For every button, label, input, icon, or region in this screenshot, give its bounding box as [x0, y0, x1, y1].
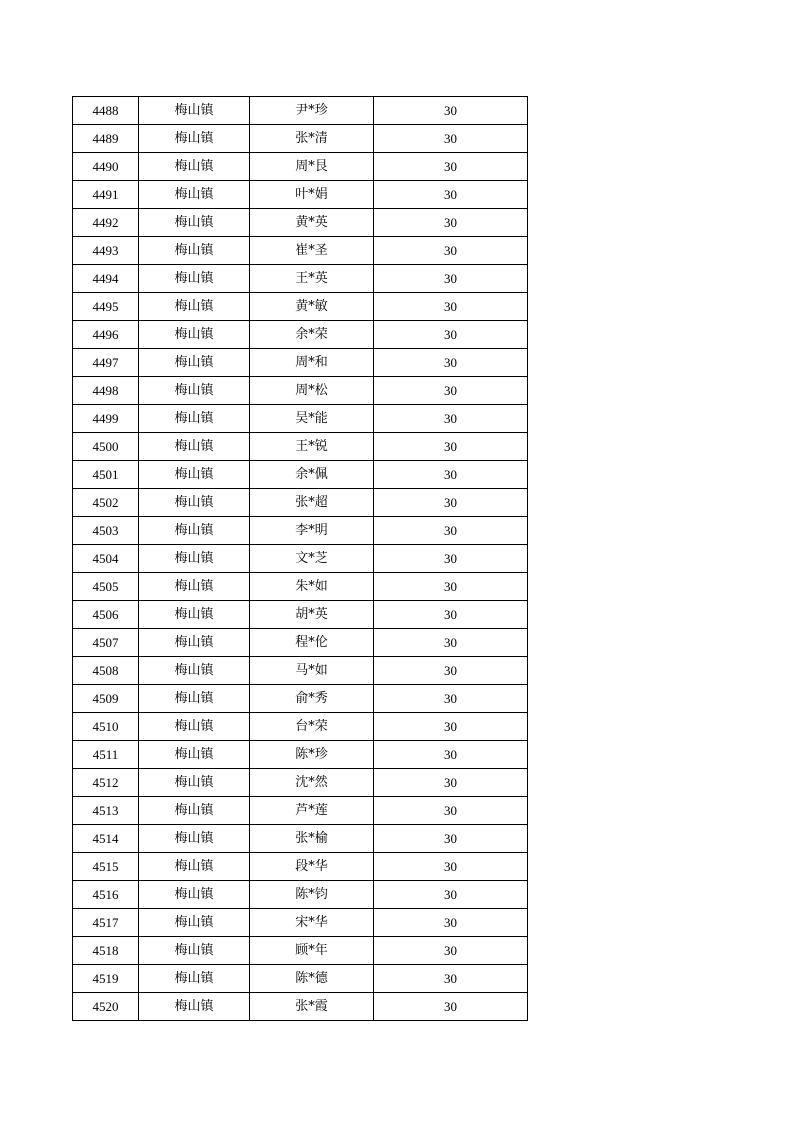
name-cell: 黄*英: [250, 209, 374, 237]
name-cell: 陈*钧: [250, 881, 374, 909]
amount-cell: 30: [374, 405, 528, 433]
row-number-cell: 4511: [73, 741, 139, 769]
row-number-cell: 4520: [73, 993, 139, 1021]
town-cell: 梅山镇: [139, 461, 250, 489]
table-row: [73, 741, 528, 769]
row-number-cell: 4515: [73, 853, 139, 881]
table-row: [73, 573, 528, 601]
row-number-cell: 4514: [73, 825, 139, 853]
town-cell: 梅山镇: [139, 517, 250, 545]
name-cell: 俞*秀: [250, 685, 374, 713]
amount-cell: 30: [374, 293, 528, 321]
table-row: [73, 713, 528, 741]
name-cell: 程*伦: [250, 629, 374, 657]
row-number-cell: 4497: [73, 349, 139, 377]
amount-cell: 30: [374, 545, 528, 573]
table-row: [73, 293, 528, 321]
town-cell: 梅山镇: [139, 545, 250, 573]
name-cell: 王*英: [250, 265, 374, 293]
name-cell: 叶*娟: [250, 181, 374, 209]
town-cell: 梅山镇: [139, 153, 250, 181]
amount-cell: 30: [374, 181, 528, 209]
table-row: [73, 517, 528, 545]
row-number-cell: 4491: [73, 181, 139, 209]
name-cell: 文*芝: [250, 545, 374, 573]
name-cell: 朱*如: [250, 573, 374, 601]
row-number-cell: 4500: [73, 433, 139, 461]
roster-table-body: [73, 97, 528, 1021]
town-cell: 梅山镇: [139, 937, 250, 965]
amount-cell: 30: [374, 153, 528, 181]
name-cell: 张*霞: [250, 993, 374, 1021]
name-cell: 马*如: [250, 657, 374, 685]
table-row: [73, 853, 528, 881]
name-cell: 李*明: [250, 517, 374, 545]
amount-cell: 30: [374, 629, 528, 657]
table-row: [73, 601, 528, 629]
town-cell: 梅山镇: [139, 601, 250, 629]
amount-cell: 30: [374, 937, 528, 965]
town-cell: 梅山镇: [139, 629, 250, 657]
row-number-cell: 4494: [73, 265, 139, 293]
town-cell: 梅山镇: [139, 97, 250, 125]
name-cell: 崔*圣: [250, 237, 374, 265]
town-cell: 梅山镇: [139, 321, 250, 349]
table-row: [73, 629, 528, 657]
name-cell: 王*锐: [250, 433, 374, 461]
row-number-cell: 4516: [73, 881, 139, 909]
row-number-cell: 4498: [73, 377, 139, 405]
table-row: [73, 993, 528, 1021]
row-number-cell: 4517: [73, 909, 139, 937]
town-cell: 梅山镇: [139, 965, 250, 993]
row-number-cell: 4506: [73, 601, 139, 629]
amount-cell: 30: [374, 797, 528, 825]
table-row: [73, 265, 528, 293]
amount-cell: 30: [374, 237, 528, 265]
town-cell: 梅山镇: [139, 125, 250, 153]
row-number-cell: 4507: [73, 629, 139, 657]
amount-cell: 30: [374, 517, 528, 545]
name-cell: 吴*能: [250, 405, 374, 433]
row-number-cell: 4519: [73, 965, 139, 993]
town-cell: 梅山镇: [139, 741, 250, 769]
table-row: [73, 181, 528, 209]
row-number-cell: 4489: [73, 125, 139, 153]
town-cell: 梅山镇: [139, 657, 250, 685]
row-number-cell: 4513: [73, 797, 139, 825]
table-row: [73, 209, 528, 237]
town-cell: 梅山镇: [139, 713, 250, 741]
amount-cell: 30: [374, 685, 528, 713]
town-cell: 梅山镇: [139, 881, 250, 909]
name-cell: 顾*年: [250, 937, 374, 965]
table-row: [73, 321, 528, 349]
town-cell: 梅山镇: [139, 433, 250, 461]
amount-cell: 30: [374, 713, 528, 741]
table-row: [73, 237, 528, 265]
amount-cell: 30: [374, 601, 528, 629]
amount-cell: 30: [374, 265, 528, 293]
town-cell: 梅山镇: [139, 265, 250, 293]
row-number-cell: 4488: [73, 97, 139, 125]
row-number-cell: 4505: [73, 573, 139, 601]
name-cell: 宋*华: [250, 909, 374, 937]
town-cell: 梅山镇: [139, 293, 250, 321]
table-row: [73, 881, 528, 909]
town-cell: 梅山镇: [139, 181, 250, 209]
amount-cell: 30: [374, 489, 528, 517]
amount-cell: 30: [374, 825, 528, 853]
table-row: [73, 937, 528, 965]
town-cell: 梅山镇: [139, 769, 250, 797]
row-number-cell: 4509: [73, 685, 139, 713]
name-cell: 张*清: [250, 125, 374, 153]
name-cell: 胡*英: [250, 601, 374, 629]
name-cell: 余*佩: [250, 461, 374, 489]
name-cell: 芦*莲: [250, 797, 374, 825]
amount-cell: 30: [374, 965, 528, 993]
amount-cell: 30: [374, 769, 528, 797]
town-cell: 梅山镇: [139, 909, 250, 937]
table-row: [73, 825, 528, 853]
name-cell: 尹*珍: [250, 97, 374, 125]
table-row: [73, 685, 528, 713]
name-cell: 台*荣: [250, 713, 374, 741]
table-row: [73, 433, 528, 461]
row-number-cell: 4504: [73, 545, 139, 573]
row-number-cell: 4510: [73, 713, 139, 741]
row-number-cell: 4503: [73, 517, 139, 545]
name-cell: 周*艮: [250, 153, 374, 181]
town-cell: 梅山镇: [139, 209, 250, 237]
table-row: [73, 153, 528, 181]
town-cell: 梅山镇: [139, 993, 250, 1021]
table-row: [73, 909, 528, 937]
amount-cell: 30: [374, 657, 528, 685]
name-cell: 张*榆: [250, 825, 374, 853]
town-cell: 梅山镇: [139, 237, 250, 265]
row-number-cell: 4490: [73, 153, 139, 181]
table-row: [73, 377, 528, 405]
table-row: [73, 545, 528, 573]
name-cell: 周*松: [250, 377, 374, 405]
name-cell: 沈*然: [250, 769, 374, 797]
table-row: [73, 797, 528, 825]
amount-cell: 30: [374, 573, 528, 601]
table-row: [73, 349, 528, 377]
row-number-cell: 4496: [73, 321, 139, 349]
row-number-cell: 4495: [73, 293, 139, 321]
amount-cell: 30: [374, 993, 528, 1021]
table-row: [73, 965, 528, 993]
table-row: [73, 405, 528, 433]
row-number-cell: 4512: [73, 769, 139, 797]
town-cell: 梅山镇: [139, 853, 250, 881]
name-cell: 张*超: [250, 489, 374, 517]
row-number-cell: 4501: [73, 461, 139, 489]
name-cell: 黄*敏: [250, 293, 374, 321]
amount-cell: 30: [374, 433, 528, 461]
row-number-cell: 4508: [73, 657, 139, 685]
table-row: [73, 657, 528, 685]
row-number-cell: 4518: [73, 937, 139, 965]
town-cell: 梅山镇: [139, 573, 250, 601]
town-cell: 梅山镇: [139, 685, 250, 713]
row-number-cell: 4493: [73, 237, 139, 265]
amount-cell: 30: [374, 377, 528, 405]
amount-cell: 30: [374, 909, 528, 937]
table-row: [73, 769, 528, 797]
table-row: [73, 125, 528, 153]
amount-cell: 30: [374, 97, 528, 125]
town-cell: 梅山镇: [139, 797, 250, 825]
amount-cell: 30: [374, 349, 528, 377]
amount-cell: 30: [374, 741, 528, 769]
town-cell: 梅山镇: [139, 377, 250, 405]
row-number-cell: 4499: [73, 405, 139, 433]
town-cell: 梅山镇: [139, 489, 250, 517]
row-number-cell: 4492: [73, 209, 139, 237]
roster-table: [72, 96, 528, 1021]
name-cell: 段*华: [250, 853, 374, 881]
name-cell: 余*荣: [250, 321, 374, 349]
amount-cell: 30: [374, 881, 528, 909]
amount-cell: 30: [374, 209, 528, 237]
name-cell: 陈*珍: [250, 741, 374, 769]
amount-cell: 30: [374, 853, 528, 881]
town-cell: 梅山镇: [139, 349, 250, 377]
row-number-cell: 4502: [73, 489, 139, 517]
amount-cell: 30: [374, 461, 528, 489]
table-row: [73, 97, 528, 125]
town-cell: 梅山镇: [139, 405, 250, 433]
amount-cell: 30: [374, 321, 528, 349]
amount-cell: 30: [374, 125, 528, 153]
table-row: [73, 489, 528, 517]
name-cell: 陈*德: [250, 965, 374, 993]
name-cell: 周*和: [250, 349, 374, 377]
town-cell: 梅山镇: [139, 825, 250, 853]
table-row: [73, 461, 528, 489]
